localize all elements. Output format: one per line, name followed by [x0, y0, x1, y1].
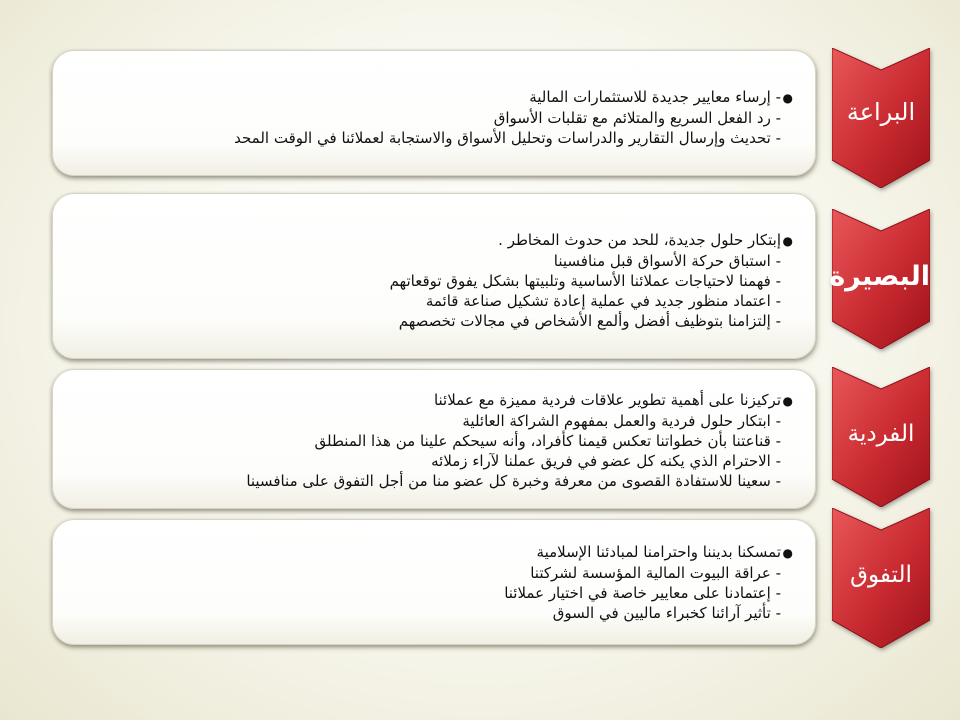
list-item: - استباق حركة الأسواق قبل منافسينا [553, 252, 781, 270]
bullet-list-2 [53, 194, 815, 331]
content-card-4 [52, 519, 816, 645]
content-card-1 [52, 50, 816, 176]
content-card-3 [52, 369, 816, 509]
bullet-list-4 [53, 520, 815, 623]
bullet-icon: ● [782, 91, 793, 105]
bullet-list-1 [53, 51, 815, 148]
list-item: - الاحترام الذي يكنه كل عضو في فريق عملنا لآراء زملائه [431, 452, 781, 470]
list-item: - تأثير آرائنا كخبراء ماليين في السوق [552, 604, 781, 622]
list-item: - تحديث وإرسال التقارير والدراسات وتحليل الأسواق والاستجابة لعملائنا في الوقت المحد [234, 129, 781, 147]
chevron-text: الفردية [847, 421, 915, 447]
content-card-2 [52, 193, 816, 359]
list-item: - رد الفعل السريع والمتلائم مع تقلبات الأسواق [493, 109, 781, 127]
list-item: ●تمسكنا بديننا واحترامنا لمبادئنا الإسلامية [536, 543, 793, 561]
list-item: - فهمنا لاحتياجات عملائنا الأساسية وتلبيتها بشكل يفوق توقعاتهم [389, 272, 781, 290]
list-item: - إعتمادنا على معايير خاصة في اختيار عملائنا [504, 584, 781, 602]
list-item: ●تركيزنا على أهمية تطوير علاقات فردية مميزة مع عملائنا [433, 391, 793, 409]
list-item: - سعينا للاستفادة القصوى من معرفة وخبرة كل عضو منا من أجل التفوق على منافسينا [246, 472, 781, 490]
list-item: - اعتماد منظور جديد في عملية إعادة تشكيل صناعة قائمة [425, 292, 781, 310]
bullet-icon: ● [782, 394, 793, 408]
chevron-text: التفوق [850, 562, 912, 588]
chevron-text: البراعة [846, 98, 916, 126]
list-item: ●إبتكار حلول جديدة، للحد من حدوث المخاطر . [498, 231, 793, 249]
list-item: - ابتكار حلول فردية والعمل بمفهوم الشراكة العائلية [462, 412, 781, 430]
bullet-icon: ● [782, 546, 793, 560]
bullet-icon: ● [782, 234, 793, 248]
bullet-list-3 [53, 370, 815, 491]
chevron-text: البصيرة [829, 261, 930, 292]
chevron-label-1 [832, 48, 930, 188]
list-item: - عراقة البيوت المالية المؤسسة لشركتنا [530, 564, 781, 582]
list-item: - إلتزامنا بتوظيف أفضل وألمع الأشخاص في مجالات تخصصهم [398, 312, 781, 330]
list-item: - قناعتنا بأن خطواتنا تعكس قيمنا كأفراد، وأنه سيحكم علينا من هذا المنطلق [314, 432, 781, 450]
chevron-label-4 [832, 508, 930, 648]
chevron-label-3 [832, 367, 930, 507]
list-item: ●- إرساء معايير جديدة للاستثمارات المالية [529, 88, 793, 106]
chevron-label-2 [829, 209, 930, 349]
